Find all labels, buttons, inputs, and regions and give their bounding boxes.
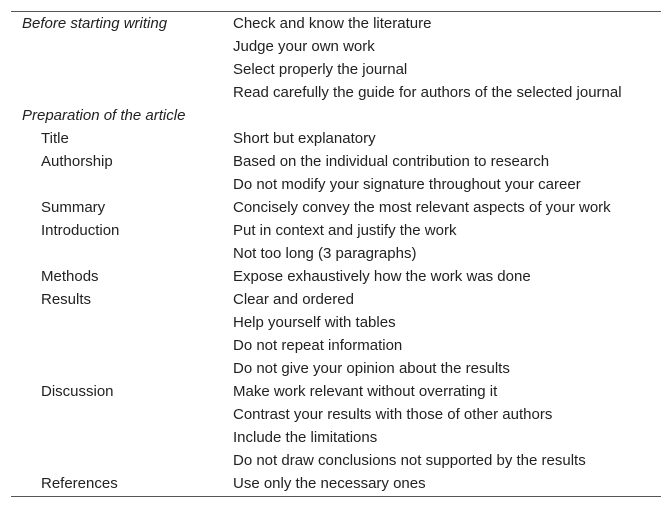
- recommendation-cell: Do not modify your signature throughout your career: [233, 176, 581, 193]
- recommendation-cell: [233, 104, 661, 127]
- recommendation-cell: Short but explanatory: [233, 130, 376, 147]
- item-label-cell: Summary: [41, 199, 106, 216]
- table-row: [11, 380, 661, 403]
- recommendation-cell: Include the limitations: [233, 429, 378, 446]
- recommendation-cell: Do not draw conclusions not supported by the results: [233, 452, 586, 469]
- recommendation-cell: Contrast your results with those of other authors: [233, 406, 553, 423]
- item-label-cell: Results: [41, 291, 92, 308]
- table-row: [11, 426, 661, 449]
- recommendation-cell: Do not give your opinion about the results: [233, 360, 510, 377]
- item-label-cell: Introduction: [41, 222, 120, 239]
- recommendation-cell: Judge your own work: [233, 38, 375, 55]
- item-label-cell: Title: [41, 130, 69, 147]
- item-label-cell: Methods: [41, 268, 99, 285]
- recommendation-cell: Read carefully the guide for authors of the selected journal: [233, 84, 622, 101]
- table-row: [11, 311, 661, 334]
- table-row: [11, 104, 661, 127]
- table-body: [11, 12, 661, 495]
- table-row: [11, 12, 661, 35]
- recommendation-cell: Based on the individual contribution to research: [233, 153, 550, 170]
- recommendation-cell: Check and know the literature: [233, 15, 432, 32]
- table-row: [11, 58, 661, 81]
- table-row: [11, 173, 661, 196]
- recommendation-cell: Clear and ordered: [233, 291, 354, 308]
- recommendations-table: [11, 12, 661, 495]
- section-heading-cell: [11, 35, 233, 58]
- table-row: [11, 472, 661, 495]
- recommendation-cell: Not too long (3 paragraphs): [233, 245, 417, 262]
- table-row: [11, 242, 661, 265]
- item-label-cell: [11, 449, 233, 472]
- table-row: [11, 357, 661, 380]
- table-row: [11, 403, 661, 426]
- table-row: [11, 288, 661, 311]
- table-row: [11, 35, 661, 58]
- recommendation-cell: Help yourself with tables: [233, 314, 396, 331]
- recommendation-cell: Concisely convey the most relevant aspects of your work: [233, 199, 611, 216]
- item-label-cell: [11, 173, 233, 196]
- table-row: [11, 265, 661, 288]
- table-row: [11, 127, 661, 150]
- table-row: [11, 334, 661, 357]
- recommendation-cell: Use only the necessary ones: [233, 475, 426, 492]
- recommendations-table-container: [11, 11, 661, 497]
- table-row: [11, 150, 661, 173]
- recommendation-cell: Put in context and justify the work: [233, 222, 457, 239]
- item-label-cell: [11, 403, 233, 426]
- recommendation-cell: Make work relevant without overrating it: [233, 383, 498, 400]
- item-label-cell: [11, 242, 233, 265]
- item-label-cell: [11, 357, 233, 380]
- table-row: [11, 219, 661, 242]
- recommendation-cell: Select properly the journal: [233, 61, 408, 78]
- section-heading-cell: [11, 58, 233, 81]
- recommendation-cell: Do not repeat information: [233, 337, 403, 354]
- table-row: [11, 449, 661, 472]
- item-label-cell: Discussion: [41, 383, 114, 400]
- item-label-cell: [11, 426, 233, 449]
- table-row: [11, 196, 661, 219]
- item-label-cell: Authorship: [41, 153, 113, 170]
- item-label-cell: [11, 311, 233, 334]
- section-heading-cell: [11, 81, 233, 104]
- section-heading-cell: Preparation of the article: [22, 107, 186, 124]
- recommendation-cell: Expose exhaustively how the work was done: [233, 268, 531, 285]
- section-heading-cell: Before starting writing: [22, 15, 168, 32]
- item-label-cell: [11, 334, 233, 357]
- table-row: [11, 81, 661, 104]
- item-label-cell: References: [41, 475, 118, 492]
